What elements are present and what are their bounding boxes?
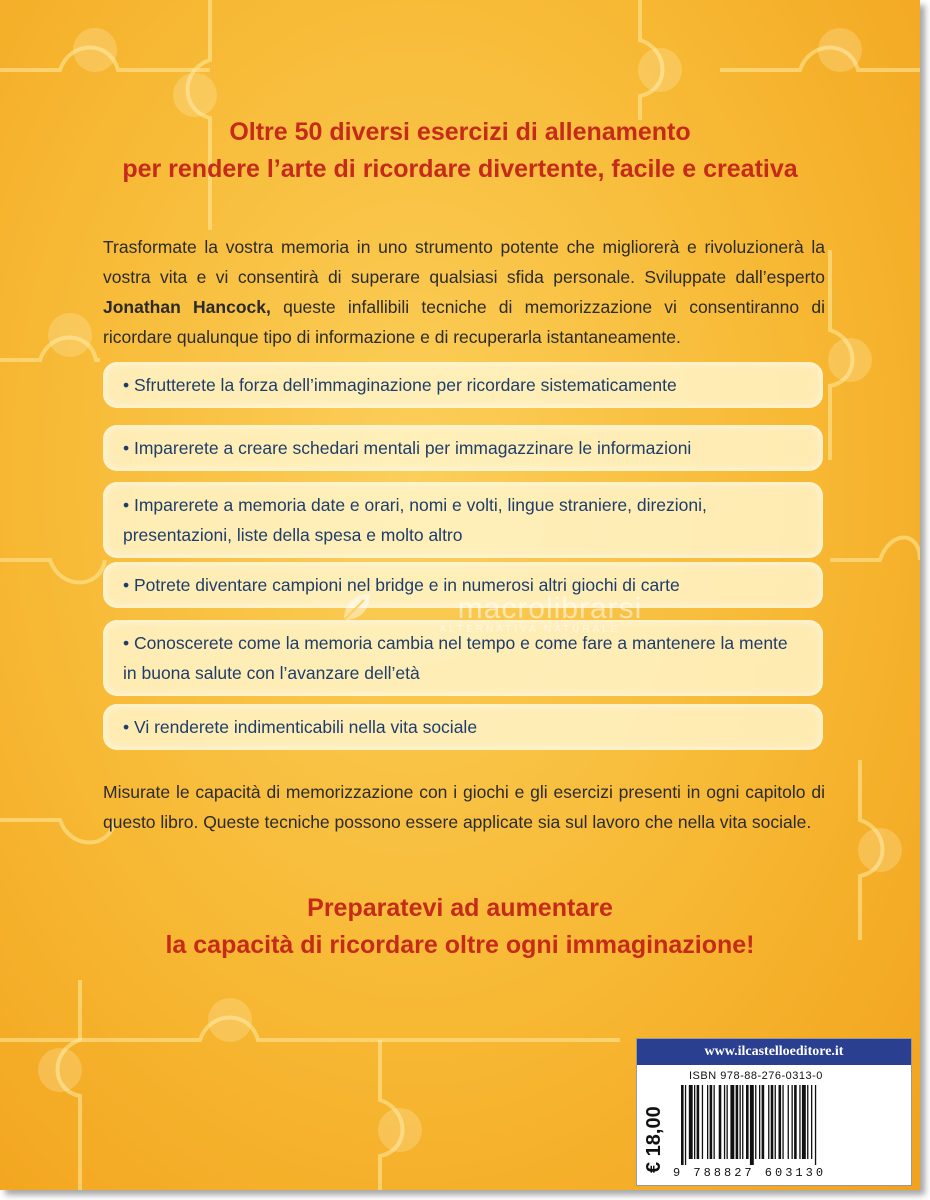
- barcode-bar: [802, 1085, 806, 1159]
- barcode-bar: [697, 1085, 700, 1159]
- barcode-bar: [762, 1085, 765, 1159]
- barcode-bar: [811, 1085, 812, 1159]
- barcode-graphic: [677, 1085, 905, 1165]
- bullet-item: • Conoscerete come la memoria cambia nel tempo e come fare a mantenere la mente in buona salute con l’avanzare dell’età: [103, 620, 823, 696]
- barcode-bar: [807, 1085, 808, 1159]
- headline-bottom: [0, 890, 920, 964]
- bullet-item: • Potrete diventare campioni nel bridge e in numerosi altri giochi di carte: [103, 562, 823, 608]
- barcode-bar: [694, 1085, 695, 1159]
- barcode-bar: [799, 1085, 800, 1159]
- barcode-bar: [794, 1085, 797, 1159]
- barcode-bar: [719, 1085, 722, 1159]
- barcode-bar: [782, 1085, 783, 1159]
- headline-top-line1: Oltre 50 diversi esercizi di allenamento: [229, 118, 691, 146]
- barcode-bar: [750, 1085, 754, 1165]
- barcode-bar: [792, 1085, 793, 1159]
- barcode-bar: [727, 1085, 728, 1159]
- bullet-item: • Imparerete a memoria date e orari, nomi e volti, lingue straniere, direzioni, presentazioni, liste della spesa e molto altro: [103, 482, 823, 558]
- barcode-bar: [746, 1085, 749, 1159]
- intro-text-1: Trasformate la vostra memoria in uno strumento potente che migliorerà e rivoluzionerà la vostra vita e vi consentirà di superare qualsiasi sfida personale. Sviluppate dall’esperto: [103, 237, 825, 287]
- barcode-bar: [755, 1085, 756, 1159]
- bullet-item: • Vi renderete indimenticabili nella vita sociale: [103, 704, 823, 750]
- barcode-bar: [702, 1085, 703, 1159]
- watermark-tagline: ALTERNATIVA NATURALE: [439, 624, 621, 635]
- price-text: € 18,00: [643, 1106, 665, 1173]
- barcode-bar: [771, 1085, 774, 1159]
- barcode-bar: [730, 1085, 734, 1159]
- headline-bottom-line1: Preparatevi ad aumentare: [307, 894, 613, 922]
- barcode-bar: [788, 1085, 789, 1159]
- barcode-bar: [707, 1085, 708, 1159]
- barcode-bar: [742, 1085, 743, 1159]
- intro-text-2: queste infallibili tecniche di memorizzazione vi consentiranno di ricordare qualunque tipo di informazione e di recuperarla istantaneamente.: [103, 297, 825, 347]
- barcode-bar: [689, 1085, 693, 1159]
- outro-paragraph: Misurate le capacità di memorizzazione con i giochi e gli esercizi presenti in ogni capitolo di questo libro. Queste tecniche possono essere applicate sia sul lavoro che nella vita sociale.: [103, 782, 825, 832]
- headline-top-line2: per rendere l’arte di ricordare divertente, facile e creativa: [122, 155, 798, 183]
- barcode-bar: [759, 1085, 760, 1159]
- barcode-bar: [768, 1085, 769, 1159]
- headline-bottom-line2: la capacità di ricordare oltre ogni immaginazione!: [165, 931, 755, 959]
- barcode-bar: [710, 1085, 713, 1159]
- barcode-bar: [775, 1085, 776, 1159]
- barcode-bar: [681, 1085, 684, 1165]
- isbn-number: ISBN 978-88-276-0313-0: [689, 1070, 823, 1082]
- watermark-text: macrolibrarsi: [457, 592, 643, 625]
- barcode-bar: [724, 1085, 725, 1159]
- price-label: [641, 1073, 665, 1177]
- bullet-item: • Imparerete a creare schedari mentali per immagazzinare le informazioni: [103, 425, 823, 471]
- barcode-bar: [685, 1085, 686, 1165]
- barcode-box: [636, 1038, 912, 1186]
- barcode-bar: [815, 1085, 816, 1165]
- barcode-bar: [779, 1085, 782, 1159]
- barcode-bar: [740, 1085, 741, 1159]
- intro-paragraph: [103, 232, 825, 352]
- author-name: Jonathan Hancock,: [103, 297, 271, 317]
- bullet-item: • Sfrutterete la forza dell’immaginazione per ricordare sistematicamente: [103, 362, 823, 408]
- barcode-bar: [736, 1085, 739, 1159]
- barcode-bar: [714, 1085, 715, 1159]
- publisher-website: www.ilcastelloeditore.it: [637, 1039, 911, 1065]
- headline-top: [0, 114, 920, 188]
- ean-number: 9 788827 603130: [673, 1166, 827, 1180]
